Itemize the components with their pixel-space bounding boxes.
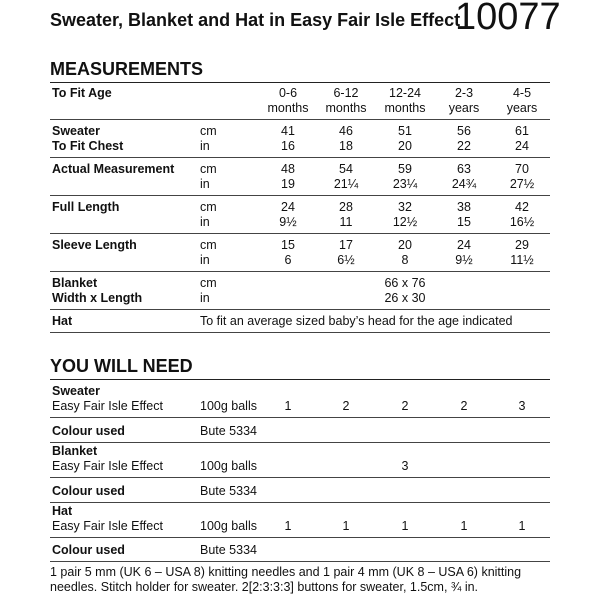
divider [50,537,550,538]
age-bottom: months [325,101,367,115]
qty-cell: 1 [284,519,292,533]
hat-fit-text: To fit an average sized baby’s head for the age indicated [200,314,513,328]
divider [50,157,550,158]
colour-used-label: Colour used [52,543,125,557]
row-label: Hat [52,314,73,328]
value-cell: 20 [398,238,412,252]
colour-used-label: Colour used [52,484,125,498]
age-bottom: months [384,101,426,115]
value-cell: 11½ [510,253,534,267]
row-label: Width x Length [52,291,143,305]
value-cell: 24 [515,139,529,153]
value-cell: 19 [281,177,295,191]
value-cell: 24 [281,200,295,214]
value-cell: 63 [457,162,471,176]
needles-note: 1 pair 5 mm (UK 6 – USA 8) knitting needles and 1 pair 4 mm (UK 8 – USA 6) knitting needles. Stitch holder for sweater. 2[2:3:3:3] buttons for sweater, 1.5cm, ¾ in. [50,565,522,594]
value-cell: 59 [398,162,412,176]
fit-age-label: To Fit Age [52,86,112,100]
value-cell: 15 [457,215,471,229]
value-cell: 6½ [337,253,355,267]
value-cell: 16 [281,139,295,153]
you-will-need-heading: YOU WILL NEED [50,356,193,376]
blanket-size-cm: 66 x 76 [384,276,426,290]
yarn-unit: 100g balls [200,459,257,473]
age-top: 4-5 [512,86,532,100]
value-cell: 17 [339,238,353,252]
value-cell: 24 [457,238,471,252]
value-cell: 20 [398,139,412,153]
unit-cm: cm [200,200,217,214]
value-cell: 61 [515,124,529,138]
value-cell: 28 [339,200,353,214]
divider [50,309,550,310]
unit-cm: cm [200,276,217,290]
unit-in: in [200,139,210,153]
value-cell: 42 [515,200,529,214]
value-cell: 32 [398,200,412,214]
yarn-unit: 100g balls [200,519,257,533]
value-cell: 15 [281,238,295,252]
row-label: To Fit Chest [52,139,124,153]
row-label: Blanket [52,276,98,290]
value-cell: 8 [401,253,409,267]
item-name: Hat [52,504,73,518]
colour-value: Bute 5334 [200,424,257,438]
row-label: Sleeve Length [52,238,137,252]
value-cell: 9½ [279,215,297,229]
value-cell: 6 [284,253,292,267]
divider [50,119,550,120]
qty-cell: 1 [401,519,409,533]
value-cell: 41 [281,124,295,138]
row-label: Full Length [52,200,120,214]
value-cell: 24¾ [451,177,477,191]
age-top: 12-24 [389,86,421,100]
yarn-unit: 100g balls [200,399,257,413]
age-bottom: years [506,101,538,115]
qty-cell: 2 [460,399,468,413]
value-cell: 27½ [509,177,535,191]
item-name: Sweater [52,384,100,398]
value-cell: 23¼ [392,177,418,191]
value-cell: 51 [398,124,412,138]
value-cell: 56 [457,124,471,138]
age-top: 2-3 [454,86,474,100]
qty-cell: 1 [460,519,468,533]
divider [50,82,550,83]
colour-value: Bute 5334 [200,543,257,557]
age-bottom: months [267,101,309,115]
yarn-name: Easy Fair Isle Effect [52,519,163,533]
value-cell: 9½ [455,253,473,267]
row-label: Actual Measurement [52,162,175,176]
row-label: Sweater [52,124,100,138]
colour-used-label: Colour used [52,424,125,438]
value-cell: 70 [515,162,529,176]
value-cell: 38 [457,200,471,214]
divider [50,233,550,234]
divider [50,561,550,562]
unit-cm: cm [200,238,217,252]
item-name: Blanket [52,444,98,458]
value-cell: 16½ [509,215,535,229]
value-cell: 46 [339,124,353,138]
divider [50,332,550,333]
value-cell: 18 [339,139,353,153]
qty-cell: 2 [342,399,350,413]
qty-cell: 1 [284,399,292,413]
unit-in: in [200,253,210,267]
divider [50,271,550,272]
qty-cell: 1 [518,519,526,533]
value-cell: 21¼ [333,177,359,191]
unit-in: in [200,291,210,305]
value-cell: 29 [515,238,529,252]
pattern-number: 10077 [455,0,561,38]
divider [50,195,550,196]
qty-cell: 1 [342,519,350,533]
qty-cell: 3 [401,459,409,473]
age-bottom: years [448,101,480,115]
measurements-heading: MEASUREMENTS [50,59,204,79]
value-cell: 12½ [392,215,418,229]
divider [50,477,550,478]
age-top: 0-6 [278,86,298,100]
unit-in: in [200,177,210,191]
age-top: 6-12 [333,86,359,100]
unit-cm: cm [200,124,217,138]
yarn-name: Easy Fair Isle Effect [52,459,163,473]
divider [50,417,550,418]
qty-cell: 3 [518,399,526,413]
unit-in: in [200,215,210,229]
value-cell: 48 [281,162,295,176]
divider [50,379,550,380]
unit-cm: cm [200,162,217,176]
value-cell: 54 [339,162,353,176]
value-cell: 22 [457,139,471,153]
qty-cell: 2 [401,399,409,413]
divider [50,442,550,443]
divider [50,502,550,503]
pattern-title: Sweater, Blanket and Hat in Easy Fair Isle Effect [50,10,461,30]
value-cell: 11 [339,215,353,229]
blanket-size-in: 26 x 30 [384,291,426,305]
colour-value: Bute 5334 [200,484,257,498]
yarn-name: Easy Fair Isle Effect [52,399,163,413]
